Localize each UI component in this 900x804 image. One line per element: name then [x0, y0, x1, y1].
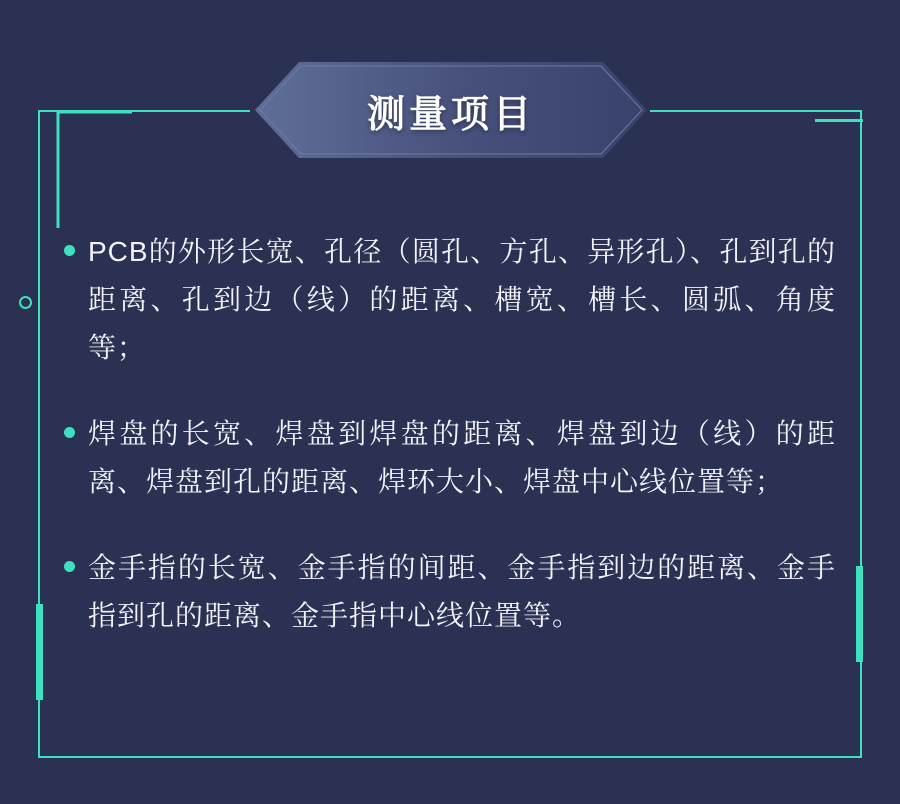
- corner-accent-icon: [24, 110, 144, 230]
- page-title: 测量项目: [366, 93, 535, 136]
- list-item: [64, 410, 836, 506]
- list-item-text: 焊盘的长宽、焊盘到焊盘的距离、焊盘到边（线）的距离、焊盘到孔的距离、焊环大小、焊盘中心线位置等；: [88, 418, 836, 497]
- list-item-text: PCB的外形长宽、孔径（圆孔、方孔、异形孔）、孔到孔的距离、孔到边（线）的距离、槽宽、槽长、圆弧、角度等；: [88, 236, 836, 363]
- corner-circle-icon: [19, 296, 32, 309]
- banner-right-stub: [815, 119, 863, 122]
- bullet-dot-icon: [64, 427, 75, 438]
- list-item: [64, 228, 836, 372]
- title-banner: [255, 62, 647, 158]
- list-item: [64, 544, 836, 640]
- bullet-dot-icon: [64, 561, 75, 572]
- bullet-dot-icon: [64, 245, 75, 256]
- list-item-text: 金手指的长宽、金手指的间距、金手指到边的距离、金手指到孔的距离、金手指中心线位置等。: [88, 552, 836, 631]
- right-edge-accent: [856, 566, 863, 662]
- measurement-items-list: [64, 228, 836, 640]
- left-edge-accent: [36, 604, 43, 700]
